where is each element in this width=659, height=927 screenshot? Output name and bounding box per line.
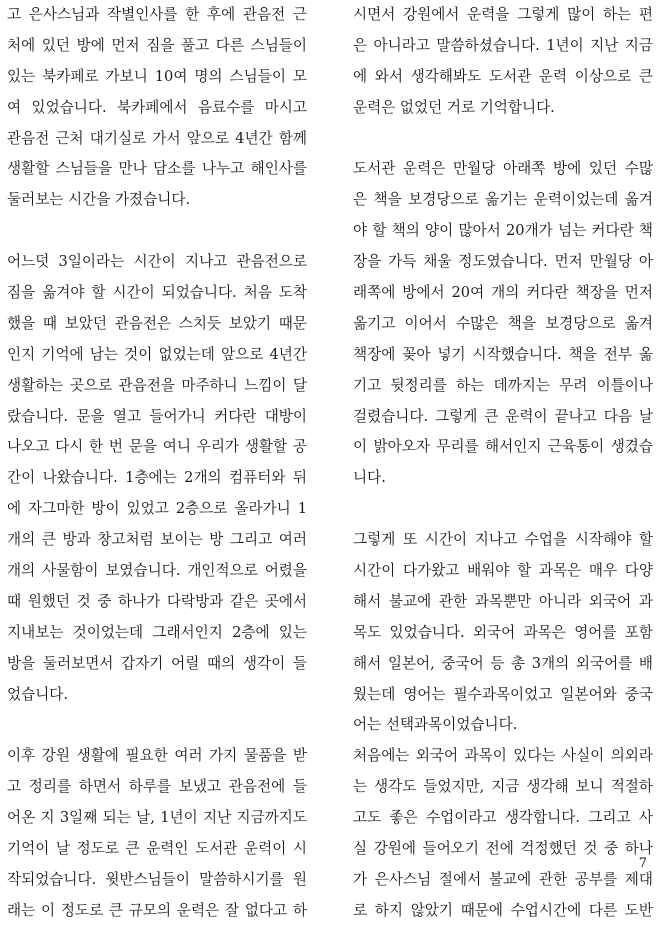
text-line: 작되었습니다. 윗반스님들이 말씀하시기를 원 (7, 870, 307, 888)
text-line: 기고 뒷정리를 하는 데까지는 무려 이틀이나 (353, 376, 653, 394)
text-line: 웠는데 영어는 필수과목이었고 일본어와 중국 (353, 685, 653, 703)
text-line: 나오고 다시 한 번 문을 여니 우리가 생활할 공 (7, 438, 307, 456)
text-line: 생활하는 곳으로 관음전을 마주하니 느낌이 달 (7, 376, 307, 394)
text-line: 도서관 운력은 만월당 아래쪽 방에 있던 수많 (353, 160, 653, 178)
text-line: 이 밝아오자 무리를 해서인지 근육통이 생겼습 (353, 438, 653, 456)
text-line: 인지 기억에 남는 것이 없었는데 앞으로 4년간 (7, 345, 307, 363)
paragraph (353, 741, 653, 926)
text-line: 관음전 근처 대기실로 가서 앞으로 4년간 함께 (7, 129, 307, 147)
text-line: 목도 있었습니다. 외국어 과목은 영어를 포함 (353, 623, 653, 641)
paragraph-gap (353, 124, 653, 155)
paragraph-gap (7, 216, 307, 247)
paragraph (7, 741, 307, 926)
text-line: 어온 지 3일째 되는 날, 1년이 지난 지금까지도 (7, 809, 307, 827)
text-line: 래는 이 정도로 큰 규모의 운력은 잘 없다고 하 (7, 901, 307, 919)
text-line: 야 할 책의 양이 많아서 20개가 넘는 커다란 책 (353, 222, 653, 240)
text-line: 랐습니다. 문을 열고 들어가니 커다란 대방이 (7, 407, 307, 425)
text-line: 는 생각도 들었지만, 지금 생각해 보니 적절하 (353, 778, 653, 796)
text-line: 실 강원에 들어오기 전에 걱정했던 것 중 하나 (353, 840, 653, 858)
text-line: 에 와서 생각해봐도 도서관 운력 이상으로 큰 (353, 67, 653, 85)
text-line: 처음에는 외국어 과목이 있다는 사실이 의외라 (353, 747, 653, 765)
text-line: 니다. (353, 469, 386, 487)
paragraph-gap (353, 494, 653, 525)
text-line: 개의 사물함이 보였습니다. 개인적으로 어렸을 (7, 562, 307, 580)
text-line: 에 자그마한 방이 있었고 2층으로 올라가니 1 (7, 500, 307, 518)
text-line: 생활할 스님들을 만나 담소를 나누고 해인사를 (7, 160, 307, 178)
text-line: 때 원했던 것 중 하나가 다락방과 같은 곳에서 (7, 592, 307, 610)
text-line: 방을 둘러보면서 갑자기 어릴 때의 생각이 들 (7, 654, 307, 672)
text-line: 그렇게 또 시간이 지나고 수업을 시작해야 할 (353, 531, 653, 549)
text-line: 여 있었습니다. 북카페에서 음료수를 마시고 (7, 98, 307, 116)
text-line: 시면서 강원에서 운력을 그렇게 많이 하는 편 (353, 6, 653, 23)
paragraph-gap (7, 710, 307, 741)
text-line: 어느덧 3일이라는 시간이 지나고 관음전으로 (7, 253, 307, 271)
text-line: 간이 나왔습니다. 1층에는 2개의 컴퓨터와 뒤 (7, 469, 307, 487)
text-line: 이후 강원 생활에 필요한 여러 가지 물품을 받 (7, 747, 307, 765)
page-number: 7 (638, 856, 647, 871)
text-line: 고 은사스님과 작별인사를 한 후에 관음전 근 (7, 6, 307, 23)
text-line: 어는 선택과목이었습니다. (353, 716, 518, 734)
paragraph (7, 247, 307, 710)
paragraph (353, 0, 653, 124)
text-line: 은 책을 보경당으로 옮기는 운력이었는데 옮겨 (353, 191, 653, 209)
text-line: 래쪽에 방에서 20여 개의 커다란 책장을 먼저 (353, 284, 653, 302)
paragraph (7, 0, 307, 216)
text-line: 지내보는 것이었는데 그래서인지 2층에 있는 (7, 623, 307, 641)
text-line: 고 정리를 하면서 하루를 보냈고 관음전에 들 (7, 778, 307, 796)
text-line: 처에 있던 방에 먼저 짐을 풀고 다른 스님들이 (7, 36, 307, 54)
text-line: 짐을 옮겨야 할 시간이 되었습니다. 처음 도착 (7, 284, 307, 302)
text-line: 했을 때 보았던 관음전은 스치듯 보았기 때문 (7, 314, 307, 332)
text-line: 시간이 다가왔고 배워야 할 과목은 매우 다양 (353, 562, 653, 580)
text-line: 해서 불교에 관한 과목뿐만 아니라 외국어 과 (353, 592, 653, 610)
text-line: 개의 큰 방과 창고처럼 보이는 방 그리고 여러 (7, 531, 307, 549)
text-line: 책장에 꽂아 넣기 시작했습니다. 책을 전부 옮 (353, 345, 653, 363)
text-line: 장을 가득 채울 정도였습니다. 먼저 만월당 아 (353, 253, 653, 271)
text-line: 가 은사스님 절에서 불교에 관한 공부를 제대 (353, 870, 653, 888)
text-line: 로 하지 않았기 때문에 수업시간에 다른 도반 (353, 901, 653, 919)
text-line: 옮기고 이어서 수많은 책을 보경당으로 옮겨 (353, 314, 653, 332)
text-line: 해서 일본어, 중국어 등 총 3개의 외국어를 배 (353, 654, 653, 672)
text-line: 었습니다. (7, 685, 69, 703)
text-line: 둘러보는 시간을 가졌습니다. (7, 191, 191, 209)
text-line: 기억이 날 정도로 큰 운력인 도서관 운력이 시 (7, 840, 307, 858)
text-line: 은 아니라고 말씀하셨습니다. 1년이 지난 지금 (353, 36, 653, 54)
paragraph (353, 154, 653, 494)
left-column (7, 0, 307, 927)
paragraph (353, 525, 653, 741)
right-column (353, 0, 653, 927)
text-line: 있는 북카페로 가보니 10여 명의 스님들이 모 (7, 67, 307, 85)
text-line: 운력은 없었던 거로 기억합니다. (353, 98, 555, 116)
text-line: 걸렸습니다. 그렇게 큰 운력이 끝나고 다음 날 (353, 407, 653, 425)
text-line: 고도 좋은 수업이라고 생각합니다. 그리고 사 (353, 809, 653, 827)
